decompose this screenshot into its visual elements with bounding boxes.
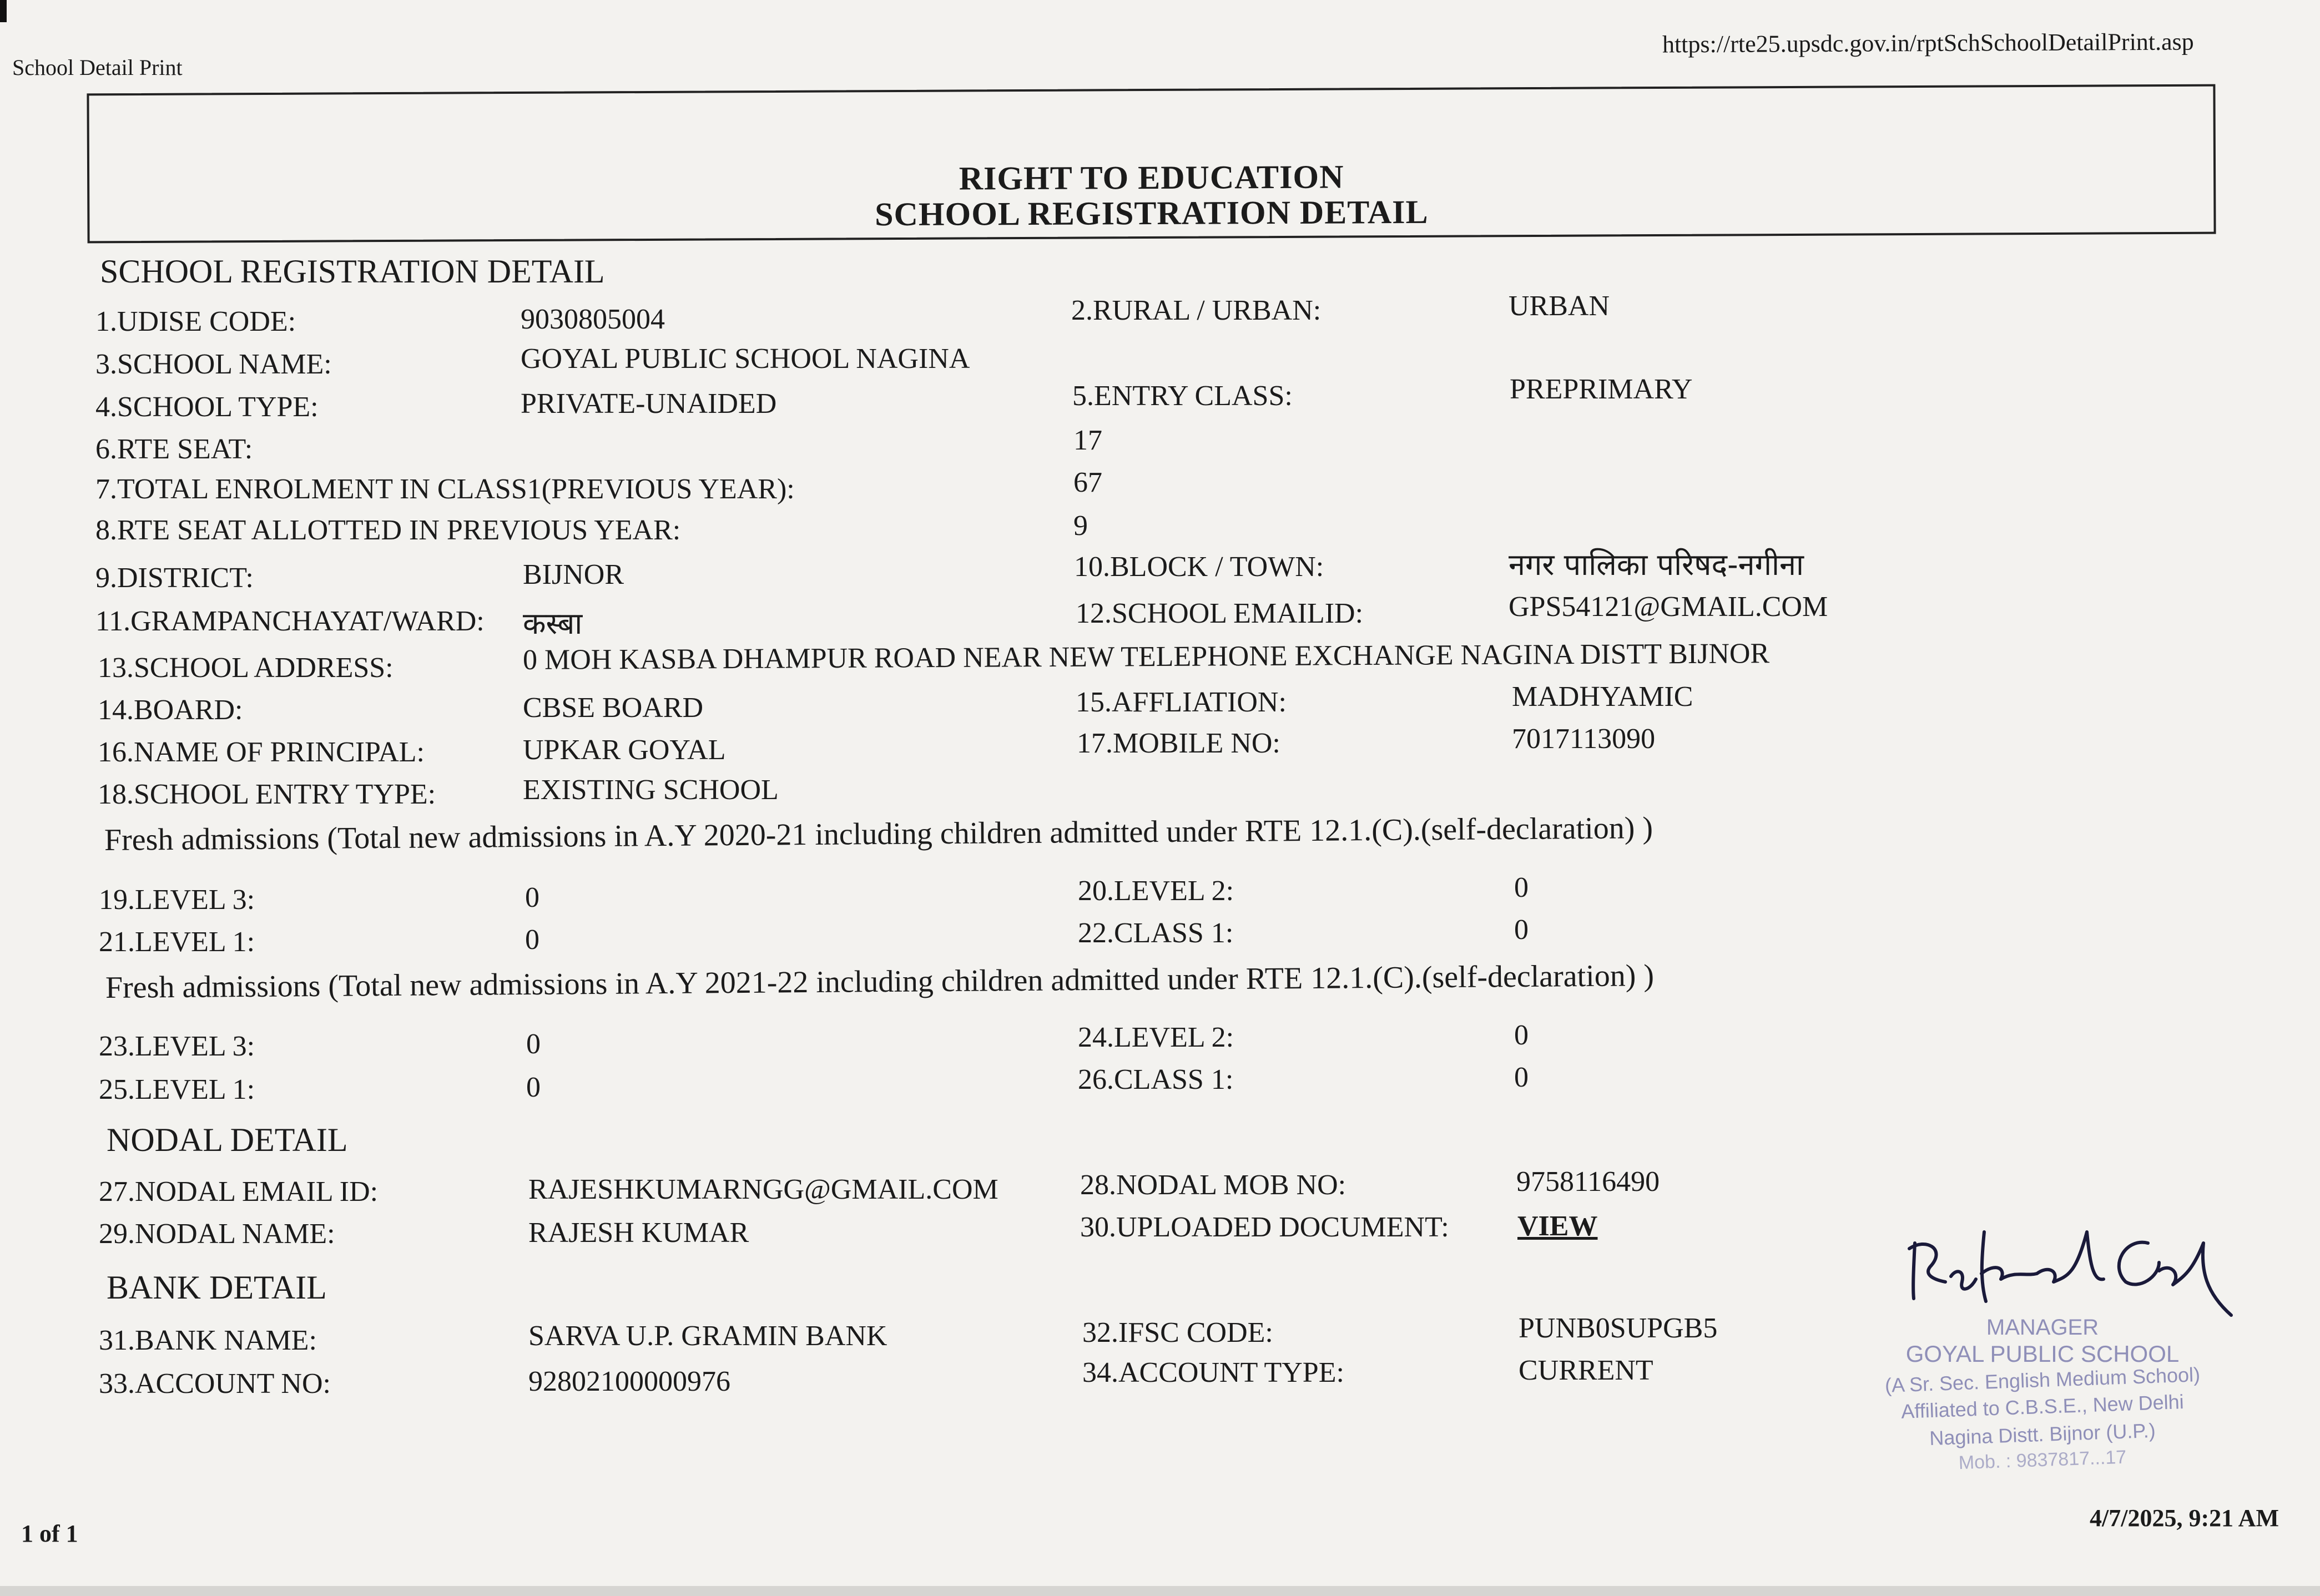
stamp-line-school: GOYAL PUBLIC SCHOOL [1905,1341,2180,1367]
handwritten-signature [1848,1210,2237,1321]
field-value: BIJNOR [523,559,624,590]
field-value: 0 [1514,872,1529,903]
field-value: 67 [1073,467,1102,498]
field-label: 16.NAME OF PRINCIPAL: [98,736,425,768]
field-label: 28.NODAL MOB NO: [1080,1169,1346,1201]
field-value: MADHYAMIC [1512,681,1693,713]
field-label: 33.ACCOUNT NO: [99,1368,331,1400]
field-label: 32.IFSC CODE: [1082,1317,1273,1348]
field-label: 34.ACCOUNT TYPE: [1082,1357,1344,1388]
field-label: 7.TOTAL ENROLMENT IN CLASS1(PREVIOUS YEAR): [95,473,795,505]
field-value: CURRENT [1519,1355,1653,1386]
field-label: 15.AFFLIATION: [1076,686,1287,718]
field-label: 21.LEVEL 1: [99,926,255,958]
stamp-line-mobile: Mob. : 9837817...17 [1958,1446,2127,1474]
field-value: URBAN [1509,290,1610,322]
title-right-to-education: RIGHT TO EDUCATION [959,158,1344,197]
field-label: 26.CLASS 1: [1078,1064,1234,1095]
section-nodal-detail: NODAL DETAIL [107,1122,348,1158]
print-header-url: https://rte25.upsdc.gov.in/rptSchSchoolDetailPrint.asp [1662,28,2194,58]
field-value: 17 [1073,425,1102,456]
field-value: 0 MOH KASBA DHAMPUR ROAD NEAR NEW TELEPHONE EXCHANGE NAGINA DISTT BIJNOR [522,638,1770,676]
field-label: 13.SCHOOL ADDRESS: [98,652,394,684]
field-label: 30.UPLOADED DOCUMENT: [1080,1211,1449,1243]
section-school-registration: SCHOOL REGISTRATION DETAIL [100,253,605,290]
field-value: UPKAR GOYAL [523,734,726,766]
field-label: 19.LEVEL 3: [99,884,255,916]
field-label: 24.LEVEL 2: [1078,1022,1234,1053]
field-value: 0 [526,1028,541,1060]
field-label: 29.NODAL NAME: [99,1218,335,1250]
field-value: CBSE BOARD [523,692,704,724]
field-label: 20.LEVEL 2: [1078,875,1234,907]
field-label: 23.LEVEL 3: [99,1031,255,1062]
field-value: EXISTING SCHOOL [523,774,779,806]
print-datetime: 4/7/2025, 9:21 AM [2090,1504,2279,1532]
field-value: SARVA U.P. GRAMIN BANK [528,1320,887,1352]
section-bank-detail: BANK DETAIL [107,1269,327,1306]
field-value: 9030805004 [521,304,665,335]
field-label: 3.SCHOOL NAME: [95,349,332,380]
field-value: कस्बा [523,606,583,641]
field-value: 0 [526,1072,541,1103]
field-label: 14.BOARD: [98,694,243,726]
print-header-title: School Detail Print [12,55,183,80]
field-value: 0 [525,924,539,956]
field-label: 6.RTE SEAT: [95,433,253,465]
field-value: PUNB0SUPGB5 [1519,1312,1718,1344]
field-value: PREPRIMARY [1510,373,1693,405]
field-value: PRIVATE-UNAIDED [521,388,777,420]
field-label: 8.RTE SEAT ALLOTTED IN PREVIOUS YEAR: [95,514,681,546]
field-value: 9 [1073,510,1088,542]
view-document-link[interactable]: VIEW [1517,1210,1598,1242]
field-value: 92802100000976 [528,1366,730,1397]
field-label: 12.SCHOOL EMAILID: [1076,598,1364,629]
stamp-line-manager: MANAGER [1986,1315,2099,1340]
field-value: नगर पालिका परिषद-नगीना [1509,547,1804,582]
field-value: GPS54121@GMAIL.COM [1509,591,1828,623]
field-label: 31.BANK NAME: [99,1325,317,1356]
field-label: 18.SCHOOL ENTRY TYPE: [98,779,436,810]
field-value: 0 [1514,914,1529,946]
field-label: 10.BLOCK / TOWN: [1074,551,1324,583]
field-label: 25.LEVEL 1: [99,1074,255,1105]
field-value: 0 [1514,1062,1529,1093]
field-label: 5.ENTRY CLASS: [1072,380,1293,412]
field-label: 9.DISTRICT: [95,562,254,594]
field-value: 0 [1514,1019,1529,1051]
field-label: 2.RURAL / URBAN: [1071,295,1322,326]
field-label: 22.CLASS 1: [1078,917,1234,949]
page-bottom-edge [0,1586,2320,1596]
field-label: 17.MOBILE NO: [1077,728,1280,759]
stamp-line-affiliation: Affiliated to C.B.S.E., New Delhi [1900,1390,2185,1423]
fresh-admissions-2021-22: Fresh admissions (Total new admissions in A.Y 2021-22 including children admitted under RTE 12.1.(C).(self-declaration) ) [105,958,1655,1005]
field-value: GOYAL PUBLIC SCHOOL NAGINA [521,343,970,375]
field-label: 1.UDISE CODE: [95,306,296,337]
field-label: 11.GRAMPANCHAYAT/WARD: [95,605,485,637]
stamp-line-address: Nagina Distt. Bijnor (U.P.) [1929,1418,2156,1450]
field-value: 0 [525,882,539,913]
field-value: RAJESHKUMARNGG@GMAIL.COM [528,1174,998,1205]
title-box [87,84,2216,244]
field-value: 9758116490 [1516,1166,1660,1198]
stamp-line-medium: (A Sr. Sec. English Medium School) [1884,1363,2201,1397]
manager-stamp [1848,1210,2237,1498]
scan-corner-mark [0,0,7,22]
field-value: 7017113090 [1512,723,1656,755]
field-label: 27.NODAL EMAIL ID: [99,1176,379,1208]
title-school-registration-detail: SCHOOL REGISTRATION DETAIL [875,193,1429,233]
field-label: 4.SCHOOL TYPE: [95,391,319,423]
page-number: 1 of 1 [21,1520,78,1547]
fresh-admissions-2020-21: Fresh admissions (Total new admissions in A.Y 2020-21 including children admitted under RTE 12.1.(C).(self-declaration) ) [104,811,1653,857]
field-value: RAJESH KUMAR [528,1217,749,1249]
